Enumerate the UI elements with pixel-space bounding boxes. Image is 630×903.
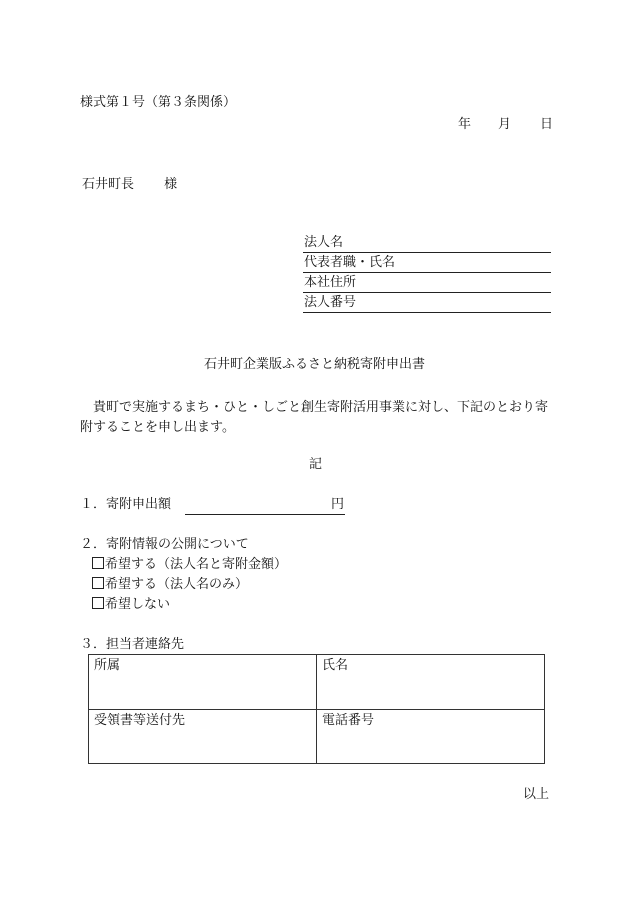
checkbox-icon[interactable] [92, 597, 104, 609]
ki-heading: 記 [309, 457, 323, 472]
checkbox-option-no-disclosure[interactable] [92, 597, 170, 613]
form-number: 様式第１号（第３条関係） [80, 95, 237, 110]
applicant-label: 本社住所 [304, 275, 357, 290]
amount-unit: 円 [330, 497, 344, 512]
item2-label: ２．寄附情報の公開について [80, 537, 249, 552]
applicant-field-representative[interactable] [303, 253, 551, 273]
contact-cell-receipt-address[interactable] [89, 709, 317, 764]
addressee [82, 177, 177, 193]
date-day: 日 [540, 117, 554, 132]
applicant-field-corp-name[interactable] [303, 233, 551, 253]
addressee-name: 石井町長 [82, 177, 135, 192]
item3-label: ３．担当者連絡先 [80, 637, 185, 652]
option-label: 希望する（法人名のみ） [105, 577, 249, 592]
contact-cell-phone[interactable] [317, 709, 545, 764]
applicant-field-address[interactable] [303, 273, 551, 293]
checkbox-icon[interactable] [92, 557, 104, 569]
cell-label: 所属 [94, 658, 121, 673]
applicant-field-corp-number[interactable] [303, 293, 551, 313]
contact-table [88, 654, 545, 764]
cell-label: 電話番号 [322, 712, 375, 728]
option-label: 希望しない [105, 597, 171, 612]
applicant-label: 法人名 [304, 235, 344, 250]
date-month: 月 [498, 117, 512, 132]
checkbox-option-name-and-amount[interactable] [92, 557, 287, 573]
end-mark: 以上 [523, 787, 550, 802]
donation-amount-field[interactable] [185, 495, 345, 515]
addressee-honorific: 様 [164, 177, 178, 192]
body-text: 貴町で実施するまち・ひと・しごと創生寄附活用事業に対し、下記のとおり寄附することを申し出ます。 [80, 400, 549, 435]
applicant-label: 法人番号 [304, 295, 357, 310]
contact-cell-department[interactable] [89, 655, 317, 710]
cell-label: 氏名 [322, 658, 349, 673]
date-year: 年 [458, 117, 472, 132]
checkbox-option-name-only[interactable] [92, 577, 248, 593]
option-label: 希望する（法人名と寄附金額） [105, 557, 288, 572]
applicant-label: 代表者職・氏名 [304, 255, 396, 270]
cell-label: 受領書等送付先 [94, 712, 186, 728]
contact-cell-name[interactable] [317, 655, 545, 710]
item1-label: １．寄附申出額 [80, 497, 172, 512]
document-title: 石井町企業版ふるさと納税寄附申出書 [204, 357, 426, 372]
checkbox-icon[interactable] [92, 577, 104, 589]
